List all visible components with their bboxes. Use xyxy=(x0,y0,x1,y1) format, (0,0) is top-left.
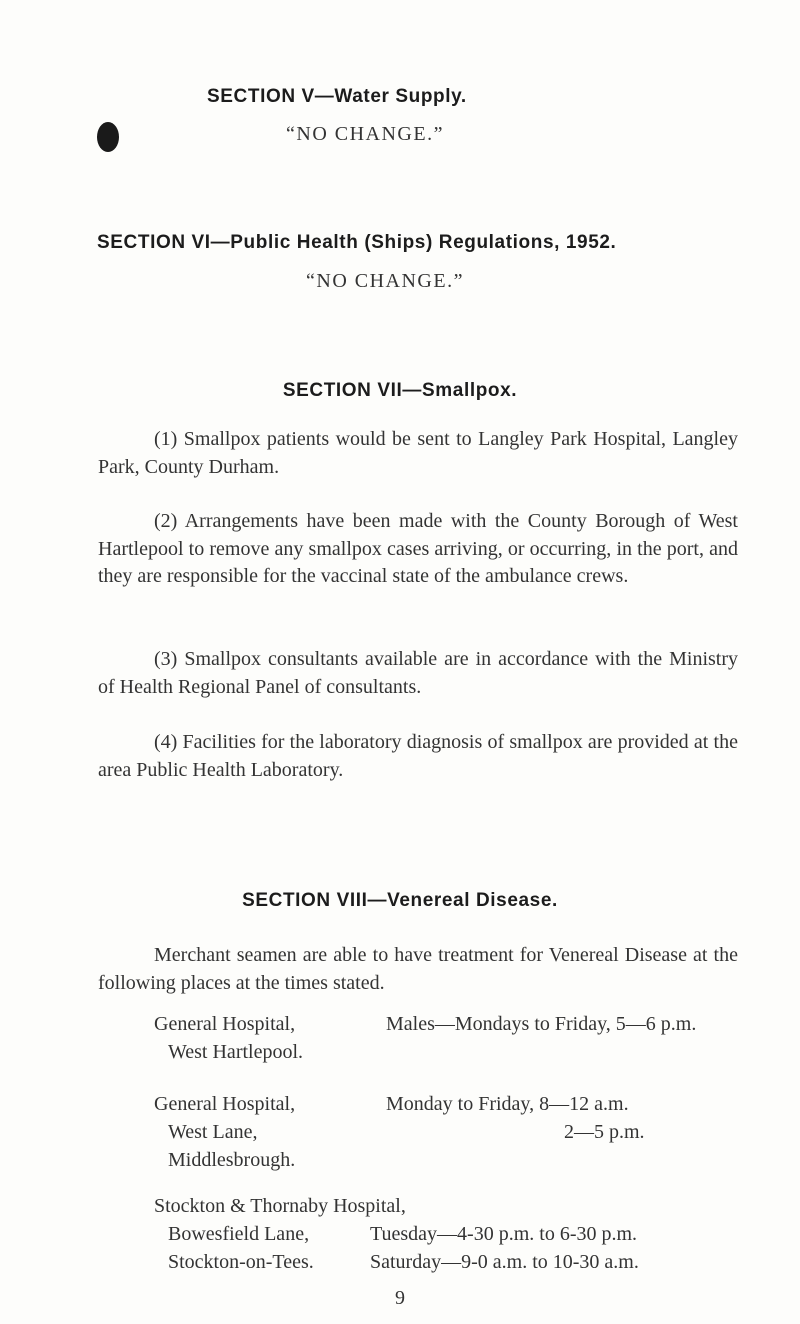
smallpox-paragraph-1: (1) Smallpox patients would be sent to Langley Park Hospital, Langley Park, County Durham. xyxy=(98,428,738,478)
smallpox-paragraph-2: (2) Arrangements have been made with the County Borough of West Hartlepool to remove any smallpox cases arriving, or occurring, in the port, and they are responsible for the vaccinal state of the ambulance crews. xyxy=(98,510,738,587)
place-1-line-2: West Hartlepool. xyxy=(168,1041,304,1063)
place-3-times-1: Tuesday—4-30 p.m. to 6-30 p.m. xyxy=(370,1223,638,1245)
place-3-line-2: Bowesfield Lane, xyxy=(168,1223,310,1245)
place-2-line-3: Middlesbrough. xyxy=(168,1149,296,1171)
section-viii-heading: SECTION VIII—Venereal Disease. xyxy=(242,890,558,911)
place-3-line-1: Stockton & Thornaby Hospital, xyxy=(154,1195,406,1217)
place-2-line-2: West Lane, xyxy=(168,1121,258,1143)
place-2-times-2: 2—5 p.m. xyxy=(564,1121,645,1143)
section-vi-heading: SECTION VI—Public Health (Ships) Regulations, 1952. xyxy=(97,232,617,253)
section-v-note: “NO CHANGE.” xyxy=(286,123,444,145)
place-1-line-1: General Hospital, xyxy=(154,1013,296,1035)
smallpox-paragraph-4: (4) Facilities for the laboratory diagnosis of smallpox are provided at the area Public Health Laboratory. xyxy=(98,731,738,781)
bullet-dot xyxy=(97,122,119,152)
place-2-line-1: General Hospital, xyxy=(154,1093,296,1115)
page-number: 9 xyxy=(395,1287,405,1309)
place-3-times-2: Saturday—9-0 a.m. to 10-30 a.m. xyxy=(370,1251,639,1273)
place-2-times-1: Monday to Friday, 8—12 a.m. xyxy=(386,1093,629,1115)
section-vi-note: “NO CHANGE.” xyxy=(306,270,464,292)
place-3-line-3: Stockton-on-Tees. xyxy=(168,1251,314,1273)
section-vii-heading: SECTION VII—Smallpox. xyxy=(282,380,518,401)
smallpox-paragraph-3: (3) Smallpox consultants available are in accordance with the Ministry of Health Regional Panel of consultants. xyxy=(98,648,738,698)
place-1-times: Males—Mondays to Friday, 5—6 p.m. xyxy=(386,1013,697,1035)
section-v-heading: SECTION V—Water Supply. xyxy=(207,86,467,107)
venereal-intro: Merchant seamen are able to have treatment for Venereal Disease at the following places at the times stated. xyxy=(98,944,738,994)
